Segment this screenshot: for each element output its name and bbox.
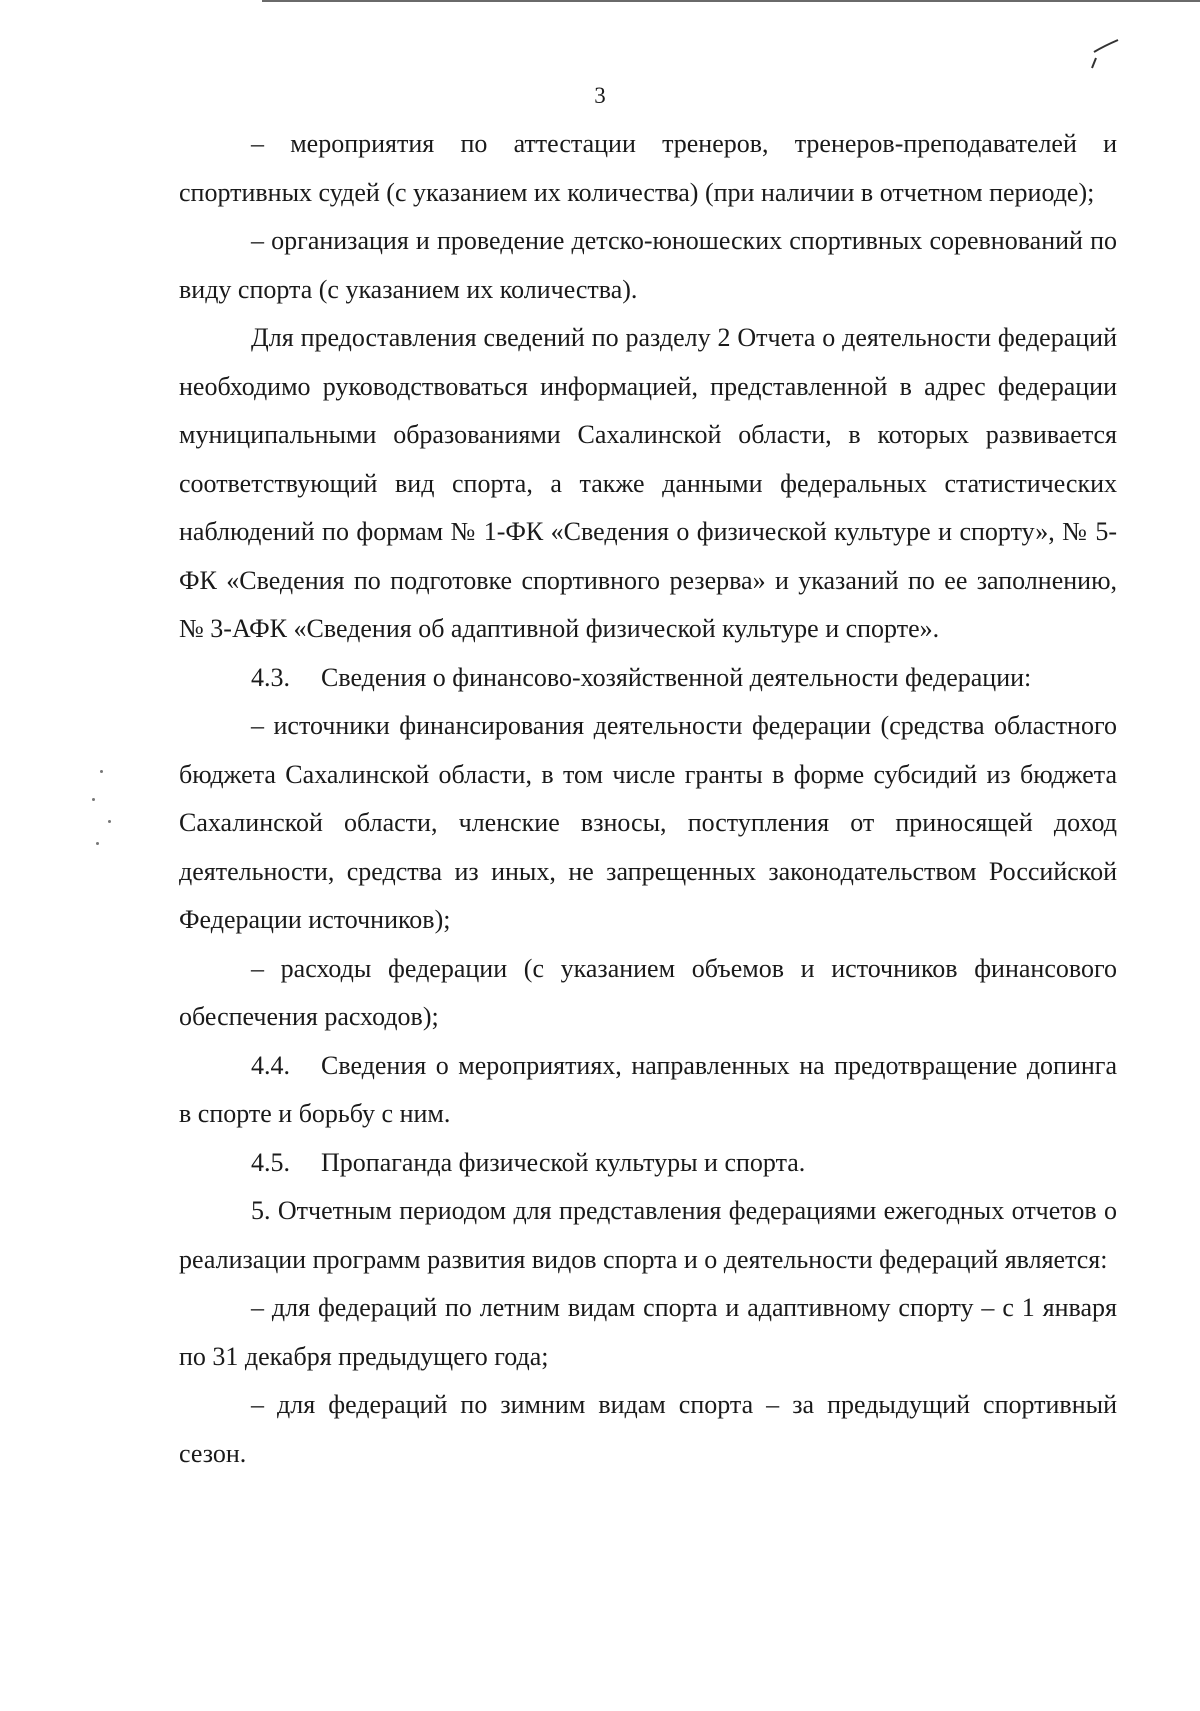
section-4-4 xyxy=(179,1042,1117,1139)
body-paragraph: Для предоставления сведений по разделу 2 Отчета о деятельности федераций необходимо руководствоваться информацией, представленной в адрес федерации муниципальными образованиями Сахалинской области, в которых развивается соответствующий вид спорта, а также данными федеральных статистических наблюдений по формам № 1-ФК «Сведения о физической культуре и спорту», № 5-ФК «Сведения по подготовке спортивного резерва» и указаний по ее заполнению, № 3-АФК «Сведения об адаптивной физической культуре и спорте». xyxy=(179,323,1117,643)
top-rule xyxy=(262,0,1200,2)
document-body xyxy=(179,120,1117,1478)
scan-speck xyxy=(92,798,95,801)
list-item: – мероприятия по аттестации тренеров, тренеров-преподавателей и спортивных судей (с указанием их количества) (при наличии в отчетном периоде); xyxy=(179,129,1117,207)
list-item: – организация и проведение детско-юношеских спортивных соревнований по виду спорта (с указанием их количества). xyxy=(179,226,1117,304)
handwritten-annotation-mark xyxy=(1080,30,1128,80)
section-4-5 xyxy=(179,1139,1117,1188)
list-item: – расходы федерации (с указанием объемов и источников финансового обеспечения расходов); xyxy=(179,953,1117,1031)
scan-speck xyxy=(108,820,111,823)
page-number: 3 xyxy=(594,83,606,108)
section-title: Сведения о мероприятиях, направленных на предотвращение допинга в спорте и борьбу с ним. xyxy=(179,1050,1117,1128)
section-number: 4.4. xyxy=(251,1050,290,1080)
scan-speck xyxy=(96,842,99,845)
section-number: 4.5. xyxy=(251,1147,290,1177)
section-number: 4.3. xyxy=(251,662,290,692)
body-paragraph: 5. Отчетным периодом для представления федерациями ежегодных отчетов о реализации программ развития видов спорта и о деятельности федераций является: xyxy=(179,1196,1117,1274)
scan-speck xyxy=(100,770,103,773)
section-title: Пропаганда физической культуры и спорта. xyxy=(321,1147,806,1177)
list-item: – для федераций по летним видам спорта и адаптивному спорту – с 1 января по 31 декабря предыдущего года; xyxy=(179,1293,1117,1371)
section-4-3 xyxy=(179,654,1117,703)
list-item: – для федераций по зимним видам спорта – за предыдущий спортивный сезон. xyxy=(179,1390,1117,1468)
list-item: – источники финансирования деятельности федерации (средства областного бюджета Сахалинской области, в том числе гранты в форме субсидий из бюджета Сахалинской области, членские взносы, поступления от приносящей доход деятельности, средства из иных, не запрещенных законодательством Российской Федерации источников); xyxy=(179,711,1117,934)
section-title: Сведения о финансово-хозяйственной деятельности федерации: xyxy=(321,662,1032,692)
